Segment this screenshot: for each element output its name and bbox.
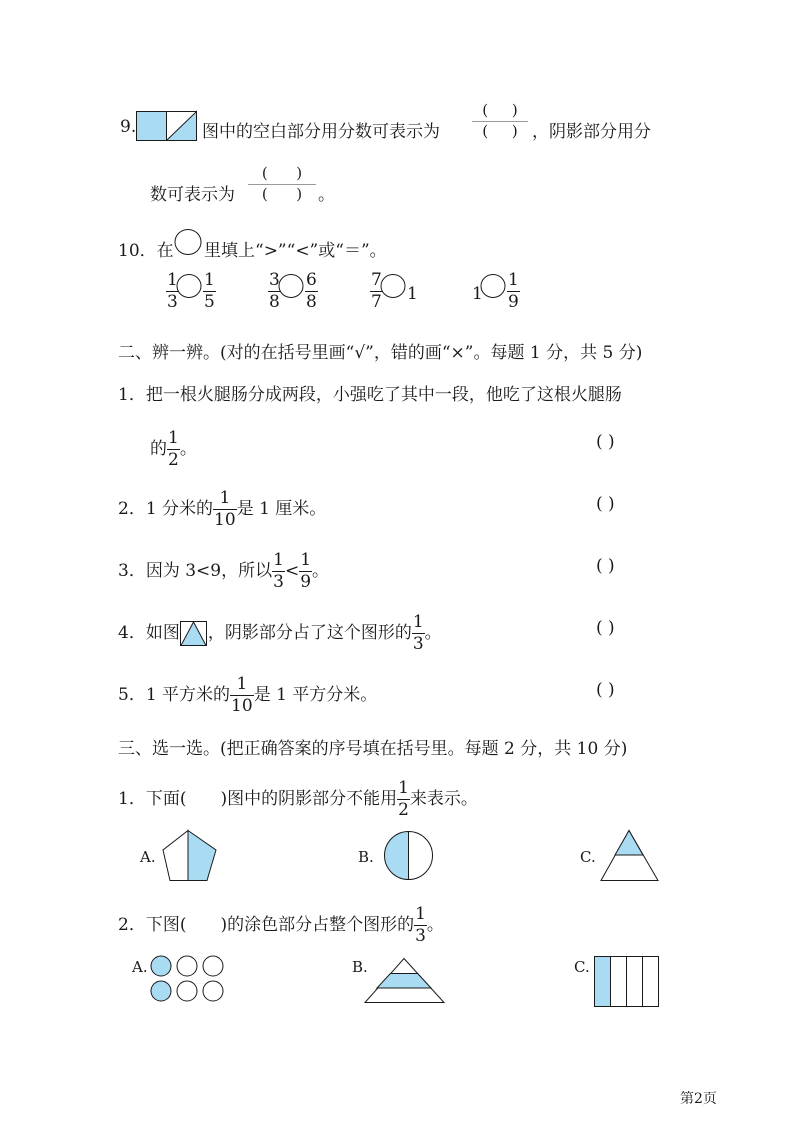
s2-q4: 4．如图 ，阴影部分占了这个图形的 $\frac{1}{3}$ 。 — [118, 612, 442, 654]
s3-q2: 2．下图( )的涂色部分占整个图形的 $\frac{1}{3}$ 。 — [118, 904, 444, 946]
q10-item-3-right: 1 — [407, 284, 418, 304]
s2-q5: 5．1 平方米的 $\frac{1}{10}$ 是 1 平方分米。 — [118, 674, 378, 716]
section3-title: 三、选一选。(把正确答案的序号填在括号里。每题 2 分，共 10 分) — [118, 739, 628, 759]
q10-circle-1[interactable] — [176, 274, 204, 300]
s3-q2-option-c-label: C. — [574, 958, 590, 976]
page-number: 第2页 — [680, 1091, 717, 1107]
q10-item-3: $\frac{7}{7}$ — [371, 270, 382, 312]
s2-q3-answer[interactable]: ( ) — [596, 556, 615, 576]
q10-item-4: 1 — [472, 284, 483, 304]
q10-item-1: $\frac{1}{3}$ — [167, 270, 178, 312]
q10-circle-3[interactable] — [380, 274, 408, 300]
s3-q2-option-b-triangle[interactable] — [364, 958, 446, 1004]
q10-circle-4[interactable] — [480, 274, 508, 300]
q10-number: 10．在 — [118, 241, 174, 261]
s3-q1-option-b-circle[interactable] — [384, 831, 434, 881]
s3-q1-option-c-label: C. — [580, 848, 596, 866]
q10-item-2: $\frac{3}{8}$ — [269, 270, 280, 312]
s3-q2-option-a-circles[interactable] — [150, 955, 226, 1003]
q9-blank-1[interactable]: ( ) ( ) — [472, 103, 528, 140]
q10-item-1-right: $\frac{1}{5}$ — [204, 270, 215, 312]
s2-q4-triangle-figure — [180, 621, 208, 647]
s2-q2-answer[interactable]: ( ) — [596, 494, 615, 514]
q9-rect-figure — [136, 111, 198, 141]
s2-q4-answer[interactable]: ( ) — [596, 618, 615, 638]
s3-q2-option-a-label: A. — [132, 958, 148, 976]
s2-q1-line2: 的 $\frac{1}{2}$ 。 — [150, 428, 197, 470]
s3-q1-option-b-label: B. — [358, 848, 374, 866]
s3-q1-option-c-triangle[interactable] — [600, 830, 660, 882]
s2-q5-answer[interactable]: ( ) — [596, 680, 615, 700]
s3-q1: 1．下面( )图中的阴影部分不能用 $\frac{1}{2}$ 来表示。 — [118, 778, 478, 820]
s3-q2-option-b-label: B. — [352, 958, 368, 976]
q9-text-b: ，阴影部分用分 — [532, 122, 651, 142]
q9-number: 9. — [120, 117, 137, 137]
q9-blank-2[interactable]: ( ) ( ) — [248, 166, 316, 203]
q10-item-4-right: $\frac{1}{9}$ — [508, 270, 519, 312]
section2-title: 二、辨一辨。(对的在括号里画“√”，错的画“×”。每题 1 分，共 5 分) — [118, 343, 643, 363]
s2-q3: 3．因为 3<9，所以 $\frac{1}{3}$ < $\frac{1}{9}$ 。 — [118, 550, 330, 592]
s3-q1-option-a-label: A. — [140, 848, 156, 866]
q9-text-a: 图中的空白部分用分数可表示为 — [202, 122, 440, 142]
q10-text: 里填上“>”“<”或“＝”。 — [204, 241, 387, 261]
s3-q2-option-c-rectangle[interactable] — [594, 956, 662, 1008]
s2-q2: 2．1 分米的 $\frac{1}{10}$ 是 1 厘米。 — [118, 488, 327, 530]
s2-q1-answer[interactable]: ( ) — [596, 432, 615, 452]
s2-q1-line1: 1．把一根火腿肠分成两段，小强吃了其中一段，他吃了这根火腿肠 — [118, 385, 622, 405]
q9-text-d: 。 — [318, 185, 335, 205]
q10-circle-icon — [174, 229, 204, 257]
q10-circle-2[interactable] — [278, 274, 306, 300]
q9-text-c: 数可表示为 — [150, 185, 235, 205]
q10-item-2-right: $\frac{6}{8}$ — [306, 270, 317, 312]
s3-q1-option-a-pentagon[interactable] — [162, 830, 218, 882]
